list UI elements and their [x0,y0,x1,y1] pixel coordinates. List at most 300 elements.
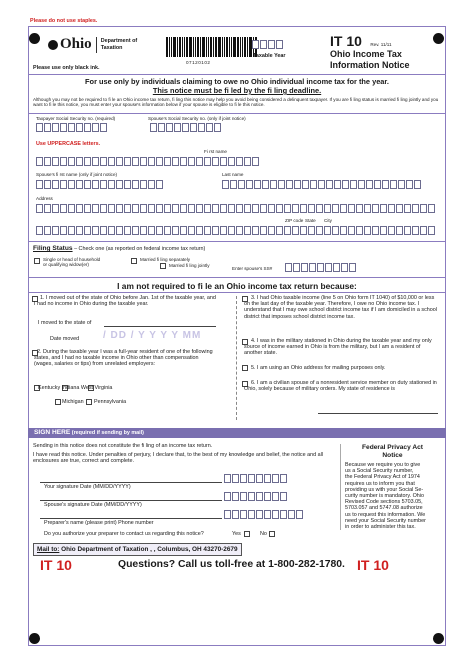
barcode-bar [171,37,172,57]
entry-box[interactable] [140,226,147,235]
entry-box[interactable] [280,492,287,501]
entry-box[interactable] [264,474,271,483]
entry-box[interactable] [220,226,227,235]
intro-line1: For use only by individuals claiming to owe no Ohio individual income tax for the year. [85,77,389,86]
entry-box[interactable] [124,180,131,189]
entry-box[interactable] [428,226,435,235]
yes-checkbox[interactable] [244,531,250,537]
entry-box[interactable] [272,492,279,501]
entry-box[interactable] [52,226,59,235]
privacy-l2: us a Social Security number, [345,468,414,475]
entry-box[interactable] [164,204,171,213]
entry-box[interactable] [100,204,107,213]
no-checkbox[interactable] [269,531,275,537]
entry-box[interactable] [172,226,179,235]
spouse-first-name-label: Spouse's fi rst name (only if joint notice) [36,172,118,177]
entry-box[interactable] [224,474,231,483]
taxpayer-ssn-boxes[interactable] [36,123,107,132]
entry-box[interactable] [100,123,107,132]
entry-box[interactable] [224,510,231,519]
address-boxes[interactable] [36,204,435,213]
entry-box[interactable] [44,157,51,166]
entry-box[interactable] [300,226,307,235]
entry-box[interactable] [108,157,115,166]
entry-box[interactable] [294,180,301,189]
entry-box[interactable] [280,474,287,483]
entry-box[interactable] [68,226,75,235]
entry-box[interactable] [36,226,43,235]
entry-box[interactable] [212,157,219,166]
entry-box[interactable] [156,180,163,189]
entry-box[interactable] [348,204,355,213]
last-name-boxes[interactable] [222,180,421,189]
entry-box[interactable] [268,40,275,49]
entry-box[interactable] [214,123,221,132]
pennsylvania-label: Pennsylvania [94,399,127,405]
entry-box[interactable] [76,226,83,235]
reason6-text: 6. I am a civilian spouse of a nonresident service member on duty stationed in Ohio, solely because of military orders. My state of residence is [244,380,437,393]
entry-box[interactable] [366,180,373,189]
entry-box[interactable] [52,123,59,132]
entry-box[interactable] [196,157,203,166]
privacy-l4: requires us to inform you that [345,480,415,487]
entry-box[interactable] [148,204,155,213]
entry-box[interactable] [228,157,235,166]
entry-box[interactable] [92,226,99,235]
entry-box[interactable] [276,226,283,235]
reason1-text: 1. I moved out of the state of Ohio before Jan. 1st of the taxable year, and I had no income in Ohio during the taxable year. [34,295,216,308]
not-required-heading: I am not required to fi le an Ohio income tax return because: [117,281,357,291]
entry-box[interactable] [124,204,131,213]
entry-box[interactable] [309,263,316,272]
entry-box[interactable] [188,204,195,213]
entry-box[interactable] [256,474,263,483]
entry-box[interactable] [333,263,340,272]
spouse-date-boxes[interactable] [224,492,287,501]
entry-box[interactable] [228,226,235,235]
entry-box[interactable] [293,263,300,272]
entry-box[interactable] [204,226,211,235]
entry-box[interactable] [204,204,211,213]
entry-box[interactable] [244,157,251,166]
entry-box[interactable] [164,157,171,166]
reason2-text: 2. During the taxable year I was a full-year resident of one of the following states, and I had no taxable income in Ohio other than compensation (wages, salaries or tips) from unrelated employers: [34,349,213,368]
entry-box[interactable] [342,180,349,189]
entry-box[interactable] [349,263,356,272]
entry-box[interactable] [262,180,269,189]
michigan-label: Michigan [62,399,84,405]
entry-box[interactable] [301,263,308,272]
entry-box[interactable] [248,492,255,501]
entry-box[interactable] [428,204,435,213]
entry-box[interactable] [158,123,165,132]
entry-box[interactable] [212,226,219,235]
entry-box[interactable] [332,204,339,213]
pennsylvania-checkbox[interactable] [86,399,92,405]
entry-box[interactable] [100,180,107,189]
entry-box[interactable] [180,157,187,166]
entry-box[interactable] [156,157,163,166]
entry-box[interactable] [252,157,259,166]
entry-box[interactable] [84,123,91,132]
barcode-bar [195,37,196,57]
entry-box[interactable] [276,40,283,49]
entry-box[interactable] [256,510,263,519]
entry-box[interactable] [60,226,67,235]
entry-box[interactable] [52,180,59,189]
entry-box[interactable] [44,226,51,235]
city-label: City [324,218,332,223]
entry-box[interactable] [52,204,59,213]
entry-box[interactable] [302,180,309,189]
footer-questions: Questions? Call us toll-free at 1-800-282-1780. [118,559,345,570]
entry-box[interactable] [272,474,279,483]
barcode-bar [226,37,228,57]
entry-box[interactable] [252,226,259,235]
entry-box[interactable] [318,180,325,189]
entry-box[interactable] [164,226,171,235]
entry-box[interactable] [148,157,155,166]
first-name-boxes[interactable] [36,157,259,166]
entry-box[interactable] [140,180,147,189]
taxable-year-boxes[interactable] [252,40,283,49]
entry-box[interactable] [382,180,389,189]
entry-box[interactable] [220,204,227,213]
entry-box[interactable] [285,263,292,272]
form-title-line2: Information Notice [330,60,410,70]
entry-box[interactable] [92,157,99,166]
entry-box[interactable] [244,204,251,213]
entry-box[interactable] [280,510,287,519]
barcode-bar [237,37,239,57]
entry-box[interactable] [228,204,235,213]
entry-box[interactable] [36,123,43,132]
entry-box[interactable] [398,180,405,189]
entry-box[interactable] [108,226,115,235]
entry-box[interactable] [84,180,91,189]
entry-box[interactable] [76,123,83,132]
entry-box[interactable] [232,492,239,501]
filing-status-title: Filing Status [33,245,73,252]
entry-box[interactable] [340,204,347,213]
entry-box[interactable] [206,123,213,132]
entry-box[interactable] [380,204,387,213]
entry-box[interactable] [92,123,99,132]
entry-box[interactable] [196,204,203,213]
sign-line2: I have read this notice. Under penalties of perjury, I declare that, to the best of my knowledge and belief, the notice and all enclosures are true, correct and complete. [33,452,323,465]
entry-box[interactable] [132,180,139,189]
address-label: Address [36,196,53,201]
entry-box[interactable] [116,157,123,166]
your-signature-field[interactable] [40,474,222,483]
footer-form-right: IT 10 [357,557,389,573]
entry-box[interactable] [238,180,245,189]
entry-box[interactable] [272,510,279,519]
spouse-signature-field[interactable] [40,492,222,501]
entry-box[interactable] [388,204,395,213]
entry-box[interactable] [278,180,285,189]
entry-box[interactable] [260,226,267,235]
entry-box[interactable] [156,204,163,213]
reason5-text: 5. I am using an Ohio address for mailing purposes only. [251,365,386,371]
entry-box[interactable] [204,157,211,166]
entry-box[interactable] [341,263,348,272]
entry-box[interactable] [316,204,323,213]
entry-box[interactable] [132,226,139,235]
entry-box[interactable] [264,492,271,501]
entry-box[interactable] [220,157,227,166]
entry-box[interactable] [356,204,363,213]
entry-box[interactable] [68,204,75,213]
date-moved-field[interactable]: / DD / Y Y Y Y MM [103,330,202,341]
barcode-bar [200,37,201,57]
entry-box[interactable] [190,123,197,132]
entry-box[interactable] [325,263,332,272]
entry-box[interactable] [232,510,239,519]
entry-box[interactable] [396,204,403,213]
entry-box[interactable] [148,226,155,235]
married-jointly-checkbox[interactable] [160,263,166,269]
entry-box[interactable] [180,226,187,235]
barcode-bar [240,37,241,57]
entry-box[interactable] [240,510,247,519]
barcode-bar [224,37,225,57]
entry-box[interactable] [100,226,107,235]
entry-box[interactable] [140,157,147,166]
taxable-year-label: Taxable Year [253,53,286,59]
entry-box[interactable] [174,123,181,132]
entry-box[interactable] [212,204,219,213]
entry-box[interactable] [166,123,173,132]
entry-box[interactable] [372,204,379,213]
entry-box[interactable] [248,474,255,483]
entry-box[interactable] [292,226,299,235]
entry-box[interactable] [108,180,115,189]
taxpayer-ssn-label: Taxpayer Social Security no. (required) [36,116,116,121]
entry-box[interactable] [182,123,189,132]
entry-box[interactable] [396,226,403,235]
entry-box[interactable] [364,226,371,235]
entry-box[interactable] [324,226,331,235]
entry-box[interactable] [92,180,99,189]
barcode-bar [166,37,168,57]
entry-box[interactable] [124,157,131,166]
entry-box[interactable] [196,226,203,235]
moved-to-state-field[interactable] [104,318,216,327]
barcode-bar [215,37,217,57]
entry-box[interactable] [340,226,347,235]
your-date-boxes[interactable] [224,474,287,483]
black-ink-note: Please use only black ink. [33,65,100,71]
entry-box[interactable] [256,492,263,501]
city-state-zip-boxes[interactable] [36,226,435,235]
entry-box[interactable] [84,157,91,166]
entry-box[interactable] [84,204,91,213]
entry-box[interactable] [92,204,99,213]
entry-box[interactable] [292,204,299,213]
entry-box[interactable] [60,157,67,166]
entry-box[interactable] [188,157,195,166]
entry-box[interactable] [284,204,291,213]
privacy-l11: in order to administer this tax. [345,524,416,531]
entry-box[interactable] [44,123,51,132]
michigan-checkbox[interactable] [55,399,61,405]
barcode-bar [173,37,176,57]
spouse-first-name-boxes[interactable] [36,180,163,189]
entry-box[interactable] [388,226,395,235]
entry-box[interactable] [172,204,179,213]
entry-box[interactable] [44,204,51,213]
date-moved-label: Date moved [50,336,80,342]
entry-box[interactable] [224,492,231,501]
entry-box[interactable] [326,180,333,189]
entry-box[interactable] [390,180,397,189]
entry-box[interactable] [132,204,139,213]
entry-box[interactable] [108,204,115,213]
states-line1: Kentucky Indiana West Virginia [38,385,113,391]
entry-box[interactable] [296,510,303,519]
sign-here-note: (required if sending by mail) [71,430,144,436]
entry-box[interactable] [414,180,421,189]
entry-box[interactable] [60,204,67,213]
entry-box[interactable] [36,204,43,213]
entry-box[interactable] [332,226,339,235]
entry-box[interactable] [240,492,247,501]
entry-box[interactable] [412,226,419,235]
entry-box[interactable] [36,180,43,189]
entry-box[interactable] [116,226,123,235]
entry-box[interactable] [316,226,323,235]
entry-box[interactable] [132,157,139,166]
entry-box[interactable] [264,510,271,519]
entry-box[interactable] [68,157,75,166]
entry-box[interactable] [76,180,83,189]
entry-box[interactable] [348,226,355,235]
entry-box[interactable] [308,204,315,213]
entry-box[interactable] [116,180,123,189]
entry-box[interactable] [286,180,293,189]
entry-box[interactable] [76,157,83,166]
entry-box[interactable] [276,204,283,213]
spouse-ssn-entry-boxes[interactable] [285,263,356,272]
entry-box[interactable] [236,204,243,213]
entry-box[interactable] [254,180,261,189]
entry-box[interactable] [420,204,427,213]
entry-box[interactable] [284,226,291,235]
entry-box[interactable] [317,263,324,272]
last-name-label: Last name [222,172,244,177]
entry-box[interactable] [310,180,317,189]
entry-box[interactable] [268,204,275,213]
entry-box[interactable] [44,180,51,189]
entry-box[interactable] [230,180,237,189]
entry-box[interactable] [180,204,187,213]
entry-box[interactable] [364,204,371,213]
mail-to-box [33,543,242,556]
entry-box[interactable] [52,157,59,166]
entry-box[interactable] [288,510,295,519]
entry-box[interactable] [172,157,179,166]
entry-box[interactable] [324,204,331,213]
entry-box[interactable] [350,180,357,189]
entry-box[interactable] [124,226,131,235]
entry-box[interactable] [334,180,341,189]
dept-line1: Department of [100,38,138,45]
single-checkbox[interactable] [34,258,40,264]
entry-box[interactable] [412,204,419,213]
entry-box[interactable] [232,474,239,483]
entry-box[interactable] [156,226,163,235]
filing-status-note: – Check one (as reported on federal income tax return) [74,246,206,252]
residence-state-field[interactable] [318,405,438,414]
entry-box[interactable] [358,180,365,189]
entry-box[interactable] [404,204,411,213]
entry-box[interactable] [268,226,275,235]
entry-box[interactable] [150,123,157,132]
entry-box[interactable] [300,204,307,213]
entry-box[interactable] [188,226,195,235]
privacy-l8: 5703.057 and 5747.08 authorize [345,505,423,512]
entry-box[interactable] [60,123,67,132]
entry-box[interactable] [198,123,205,132]
entry-box[interactable] [248,510,255,519]
entry-box[interactable] [260,40,267,49]
entry-box[interactable] [270,180,277,189]
entry-box[interactable] [240,474,247,483]
spouse-ssn-boxes[interactable] [150,123,221,132]
state-label: State [305,218,316,223]
barcode-bar [244,37,246,57]
entry-box[interactable] [84,226,91,235]
preparer-label: Preparer's name (please print) Phone number [44,520,154,526]
entry-box[interactable] [236,226,243,235]
entry-box[interactable] [244,226,251,235]
phone-boxes[interactable] [224,510,303,519]
barcode-bar [177,37,178,57]
entry-box[interactable] [140,204,147,213]
entry-box[interactable] [252,204,259,213]
barcode-bar [202,37,205,57]
spouse-signature-label: Spouse's signature Date (MM/DD/YYYY) [44,502,142,508]
reason3-text: 3. I had Ohio taxable income (line 5 on Ohio form IT 1040) of $10,000 or less on the last day of the taxable year. Therefore, I owe no Ohio income tax. I understand that I may owe school district income tax if I am domiciled in a school district that imposes school district income tax. [244,295,437,320]
entry-box[interactable] [406,180,413,189]
entry-box[interactable] [100,157,107,166]
barcode-bar [233,37,236,57]
entry-box[interactable] [260,204,267,213]
entry-box[interactable] [148,180,155,189]
entry-box[interactable] [36,157,43,166]
entry-box[interactable] [372,226,379,235]
entry-box[interactable] [356,226,363,235]
entry-box[interactable] [68,180,75,189]
entry-box[interactable] [420,226,427,235]
married-separately-checkbox[interactable] [131,258,137,264]
entry-box[interactable] [374,180,381,189]
entry-box[interactable] [246,180,253,189]
preparer-name-field[interactable] [40,510,222,519]
entry-box[interactable] [404,226,411,235]
entry-box[interactable] [60,180,67,189]
entry-box[interactable] [68,123,75,132]
entry-box[interactable] [380,226,387,235]
entry-box[interactable] [76,204,83,213]
entry-box[interactable] [116,204,123,213]
entry-box[interactable] [308,226,315,235]
entry-box[interactable] [236,157,243,166]
intro-heading [28,77,446,95]
entry-box[interactable] [252,40,259,49]
entry-box[interactable] [222,180,229,189]
